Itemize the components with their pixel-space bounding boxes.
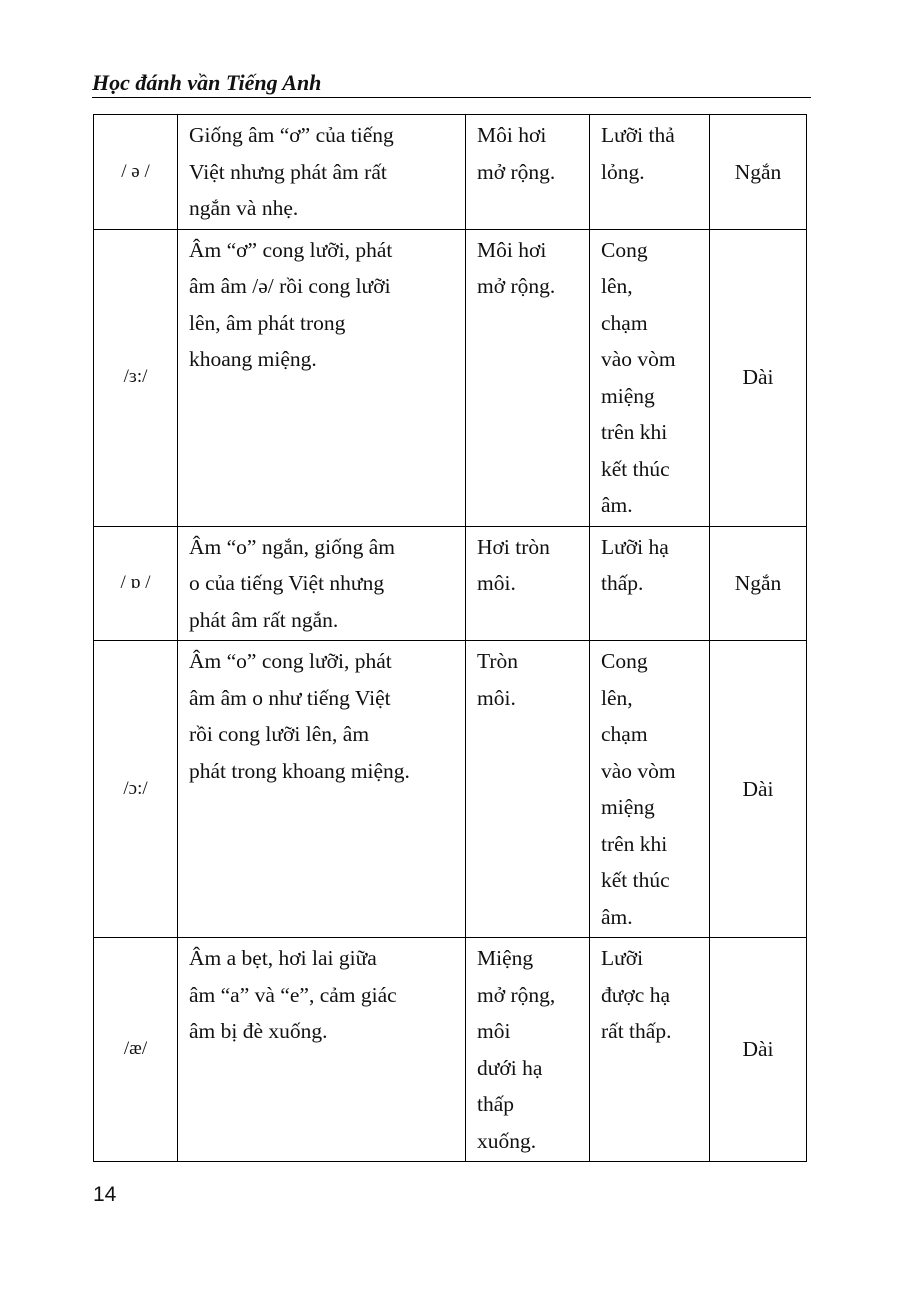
length-cell: Ngắn [710,526,807,641]
phoneme-cell: / ɒ / [94,526,178,641]
length-cell: Dài [710,641,807,938]
running-header: Học đánh vần Tiếng Anh [92,70,322,95]
length-cell: Dài [710,938,807,1162]
page-number: 14 [93,1183,117,1206]
lips-cell: Môi hơi mở rộng. [466,115,590,230]
lips-cell: Hơi tròn môi. [466,526,590,641]
phoneme-cell: /ɔ:/ [94,641,178,938]
tongue-cell: Cong lên, chạm vào vòm miệng trên khi kết thúc âm. [590,641,710,938]
description-cell: Âm “o” cong lưỡi, phát âm âm o như tiếng Việt rồi cong lưỡi lên, âm phát trong khoang miệng. [178,641,466,938]
lips-cell: Miệng mở rộng, môi dưới hạ thấp xuống. [466,938,590,1162]
table-row [94,115,807,230]
description-cell: Âm a bẹt, hơi lai giữa âm “a” và “e”, cảm giác âm bị đè xuống. [178,938,466,1162]
tongue-cell: Lưỡi thả lỏng. [590,115,710,230]
tongue-cell: Lưỡi hạ thấp. [590,526,710,641]
tongue-cell: Cong lên, chạm vào vòm miệng trên khi kết thúc âm. [590,229,710,526]
description-cell: Âm “o” ngắn, giống âm o của tiếng Việt nhưng phát âm rất ngắn. [178,526,466,641]
tongue-cell: Lưỡi được hạ rất thấp. [590,938,710,1162]
phoneme-table [93,114,807,1162]
table-row [94,229,807,526]
table-row [94,938,807,1162]
length-cell: Ngắn [710,115,807,230]
lips-cell: Tròn môi. [466,641,590,938]
phoneme-cell: /æ/ [94,938,178,1162]
description-cell: Âm “ơ” cong lưỡi, phát âm âm /ə/ rồi cong lưỡi lên, âm phát trong khoang miệng. [178,229,466,526]
lips-cell: Môi hơi mở rộng. [466,229,590,526]
description-cell: Giống âm “ơ” của tiếng Việt nhưng phát âm rất ngắn và nhẹ. [178,115,466,230]
phoneme-cell: / ə / [94,115,178,230]
length-cell: Dài [710,229,807,526]
table-row [94,641,807,938]
header-rule [92,97,811,98]
phoneme-cell: /ɜ:/ [94,229,178,526]
table-row [94,526,807,641]
